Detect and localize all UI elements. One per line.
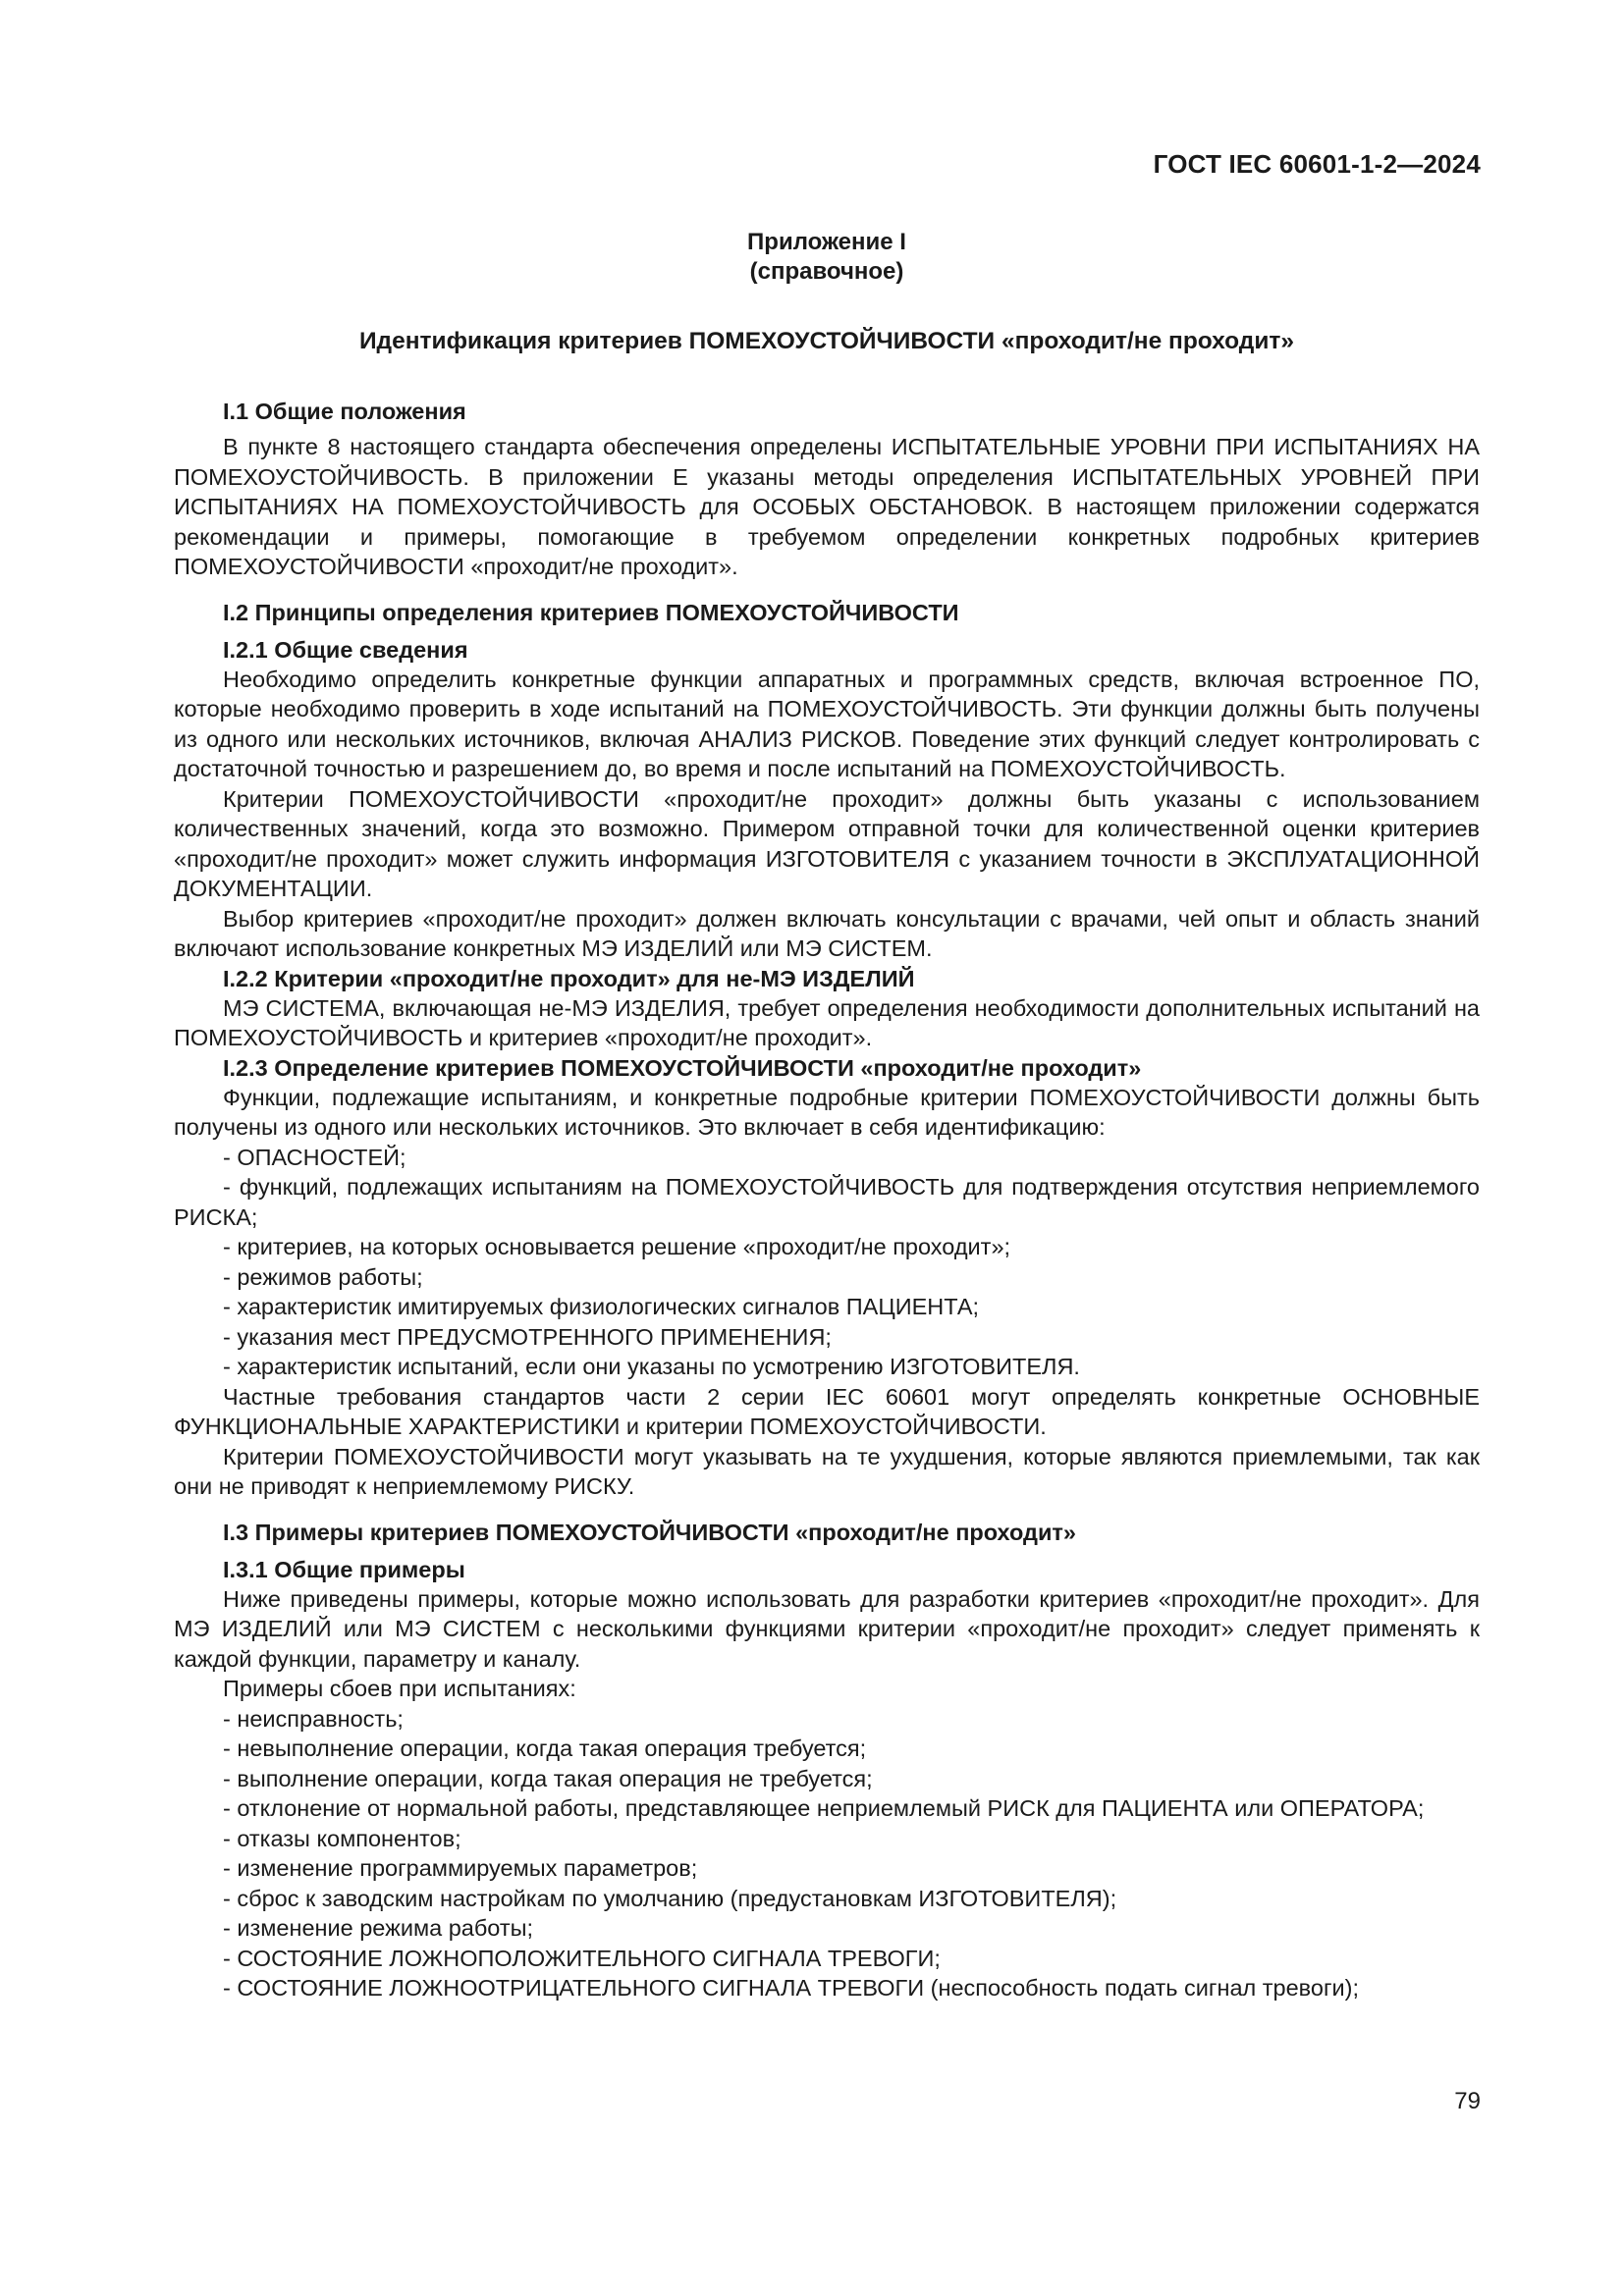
list-item: - изменение режима работы; [223, 1915, 534, 1941]
document-id: ГОСТ IEC 60601-1-2—2024 [1153, 149, 1481, 179]
list-item: - критериев, на которых основывается решение «проходит/не проходит»; [223, 1234, 1011, 1259]
section-2-1-paragraph-2: Критерии ПОМЕХОУСТОЙЧИВОСТИ «проходит/не проходит» должны быть указаны с использованием количественных значений, когда это возможно. Примером отправной точки для количественной оценки критериев «проходит/не проходит» может служить информация ИЗГОТОВИТЕЛЯ с указанием точности в ЭКСПЛУАТАЦИОННОЙ ДОКУМЕНТАЦИИ. [174, 785, 1480, 901]
section-3-1-heading: I.3.1 Общие примеры [223, 1556, 465, 1582]
section-2-1-paragraph-1: Необходимо определить конкретные функции аппаратных и программных средств, включая встроенное ПО, которые необходимо проверить в ходе испытаний на ПОМЕХОУСТОЙЧИВОСТЬ. Эти функции должны быть получены из одного или нескольких источников, включая АНАЛИЗ РИСКОВ. Поведение этих функций следует контролировать с достаточной точностью и разрешением до, во время и после испытаний на ПОМЕХОУСТОЙЧИВОСТЬ. [174, 666, 1480, 781]
section-2-3-paragraph: Функции, подлежащие испытаниям, и конкретные подробные критерии ПОМЕХОУСТОЙЧИВОСТИ должны быть получены из одного или нескольких источников. Это включает в себя идентификацию: [174, 1084, 1480, 1140]
list-item: - отказы компонентов; [223, 1825, 461, 1851]
list-item: - режимов работы; [223, 1263, 423, 1290]
list-item: - ОПАСНОСТЕЙ; [223, 1144, 406, 1170]
list-item: - СОСТОЯНИЕ ЛОЖНОПОЛОЖИТЕЛЬНОГО СИГНАЛА ТРЕВОГИ; [223, 1945, 941, 1971]
section-2-2-heading: I.2.2 Критерии «проходит/не проходит» для не-МЭ ИЗДЕЛИЙ [223, 965, 915, 991]
main-title: Идентификация критериев ПОМЕХОУСТОЙЧИВОСТИ «проходит/не проходит» [358, 328, 1295, 354]
appendix-heading [174, 228, 1480, 287]
section-3-1-paragraph-2: Примеры сбоев при испытаниях: [223, 1676, 576, 1701]
list-item: - характеристик имитируемых физиологических сигналов ПАЦИЕНТА; [223, 1294, 980, 1319]
section-2-heading: I.2 Принципы определения критериев ПОМЕХОУСТОЙЧИВОСТИ [223, 599, 959, 625]
section-3-heading: I.3 Примеры критериев ПОМЕХОУСТОЙЧИВОСТИ «проходит/не проходит» [223, 1519, 1076, 1545]
appendix-title: Приложение I [747, 229, 906, 255]
page-number: 79 [1454, 2088, 1481, 2114]
section-1-heading: I.1 Общие положения [223, 399, 466, 424]
appendix-subtitle: (справочное) [749, 258, 904, 285]
list-item: - невыполнение операции, когда такая операция требуется; [223, 1735, 867, 1761]
list-item: - выполнение операции, когда такая операция не требуется; [223, 1765, 873, 1791]
section-2-2-paragraph: МЭ СИСТЕМА, включающая не-МЭ ИЗДЕЛИЯ, требует определения необходимости дополнительных испытаний на ПОМЕХОУСТОЙЧИВОСТЬ и критериев «проходит/не проходит». [174, 994, 1480, 1050]
list-item: - неисправность; [223, 1705, 404, 1732]
list-item: - сброс к заводским настройкам по умолчанию (предустановкам ИЗГОТОВИТЕЛЯ); [223, 1885, 1117, 1911]
section-2-1-paragraph-3: Выбор критериев «проходит/не проходит» должен включать консультации с врачами, чей опыт и область знаний включают использование конкретных МЭ ИЗДЕЛИЙ или МЭ СИСТЕМ. [174, 905, 1480, 961]
section-3-1-paragraph: Ниже приведены примеры, которые можно использовать для разработки критериев «проходит/не проходит». Для МЭ ИЗДЕЛИЙ или МЭ СИСТЕМ с несколькими функциями критерии «проходит/не проходит» следует применять к каждой функции, параметру и каналу. [174, 1585, 1480, 1672]
list-item: - указания мест ПРЕДУСМОТРЕННОГО ПРИМЕНЕНИЯ; [223, 1323, 832, 1350]
list-item: - СОСТОЯНИЕ ЛОЖНООТРИЦАТЕЛЬНОГО СИГНАЛА ТРЕВОГИ (неспособность подать сигнал тревоги); [223, 1975, 1360, 2001]
section-2-3-paragraph-2: Частные требования стандартов части 2 серии IEC 60601 могут определять конкретные ОСНОВНЫЕ ФУНКЦИОНАЛЬНЫЕ ХАРАКТЕРИСТИКИ и критерии ПОМЕХОУСТОЙЧИВОСТИ. [174, 1383, 1480, 1439]
list-item: - характеристик испытаний, если они указаны по усмотрению ИЗГОТОВИТЕЛЯ. [223, 1354, 1080, 1379]
list-item: - отклонение от нормальной работы, представляющее неприемлемый РИСК для ПАЦИЕНТА или ОПЕРАТОРА; [223, 1795, 1425, 1821]
list-item: - функций, подлежащих испытаниям на ПОМЕХОУСТОЙЧИВОСТЬ для подтверждения отсутствия неприемлемого РИСКА; [174, 1174, 1480, 1230]
section-2-3-paragraph-3: Критерии ПОМЕХОУСТОЙЧИВОСТИ могут указывать на те ухудшения, которые являются приемлемыми, так как они не приводят к неприемлемому РИСКУ. [174, 1443, 1480, 1499]
page-body [174, 147, 1480, 2003]
section-1-paragraph: В пункте 8 настоящего стандарта обеспечения определены ИСПЫТАТЕЛЬНЫЕ УРОВНИ ПРИ ИСПЫТАНИЯХ НА ПОМЕХОУСТОЙЧИВОСТЬ. В приложении Е указаны методы определения ИСПЫТАТЕЛЬНЫХ УРОВНЕЙ ПРИ ИСПЫТАНИЯХ НА ПОМЕХОУСТОЙЧИВОСТЬ для ОСОБЫХ ОБСТАНОВОК. В настоящем приложении содержатся рекомендации и примеры, помогающие в требуемом определении конкретных подробных критериев ПОМЕХОУСТОЙЧИВОСТИ «проходит/не проходит». [174, 434, 1480, 579]
section-2-1-heading: I.2.1 Общие сведения [223, 636, 468, 663]
list-item: - изменение программируемых параметров; [223, 1855, 698, 1881]
section-2-3-heading: I.2.3 Определение критериев ПОМЕХОУСТОЙЧИВОСТИ «проходит/не проходит» [223, 1054, 1142, 1081]
